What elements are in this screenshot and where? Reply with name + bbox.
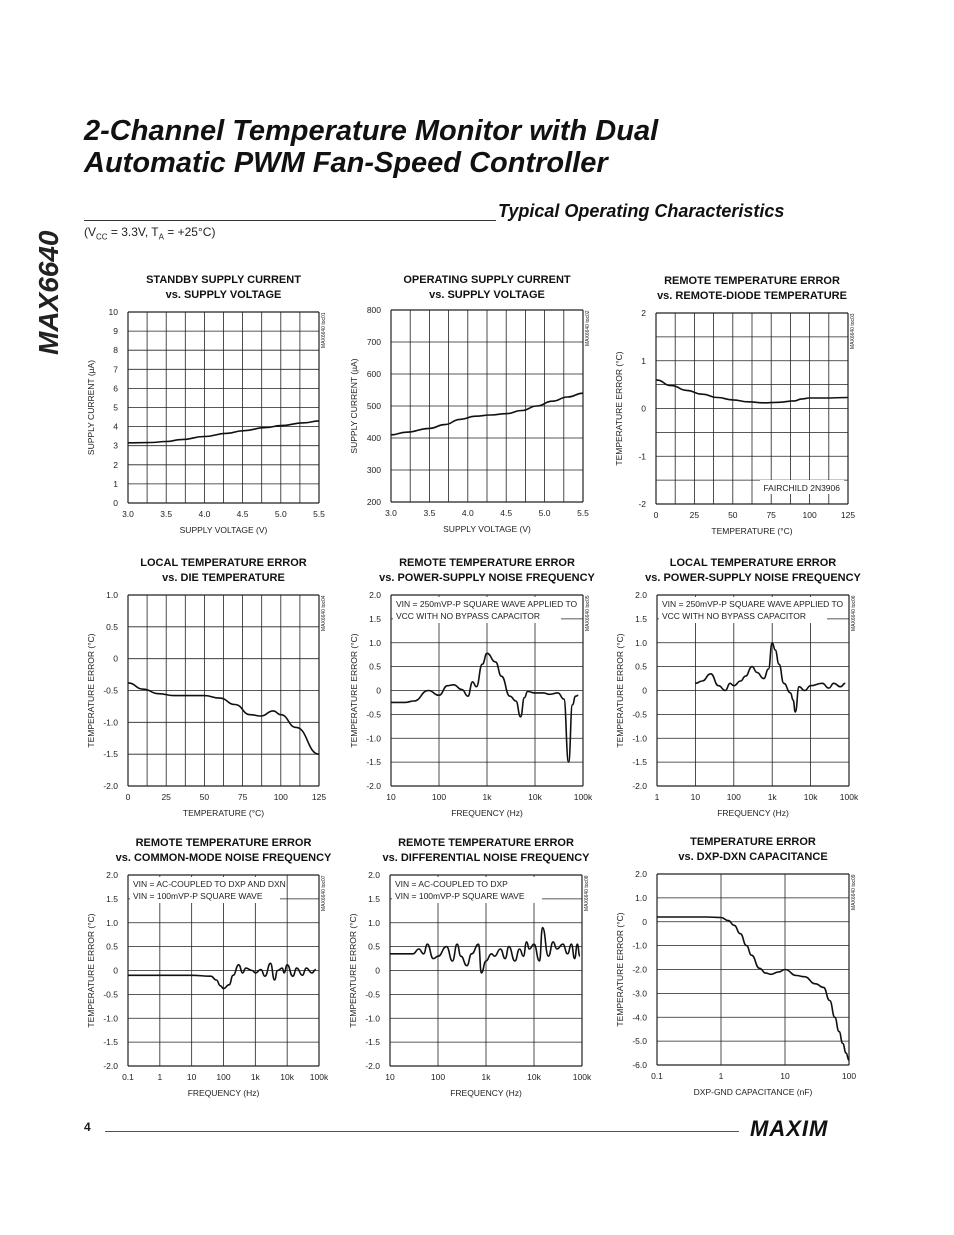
y-tick-label: 2.0 — [635, 590, 647, 600]
y-tick-label: 600 — [366, 369, 381, 379]
y-axis-label: TEMPERATURE ERROR (°C) — [349, 633, 359, 748]
y-axis-label: TEMPERATURE ERROR (°C) — [86, 633, 96, 748]
y-tick-label: -1.0 — [103, 1013, 118, 1024]
y-tick-label: 2 — [641, 308, 646, 318]
y-tick-label: 0 — [642, 916, 647, 927]
figure-code: MAX6640 toc01 — [321, 312, 327, 348]
x-axis-label: FREQUENCY (Hz) — [187, 1088, 260, 1098]
y-tick-label: -1 — [638, 451, 646, 462]
chart-1 — [86, 307, 327, 535]
y-tick-label: 0 — [113, 498, 118, 508]
y-tick-label: -1.5 — [103, 1037, 118, 1048]
data-series-line — [391, 653, 578, 762]
x-tick-label: 125 — [840, 510, 856, 520]
y-tick-label: -2.0 — [365, 1061, 380, 1071]
y-axis-label: SUPPLY CURRENT (µA) — [349, 358, 359, 454]
chart-5 — [349, 590, 593, 818]
y-tick-label: 9 — [113, 326, 118, 337]
y-tick-label: 5 — [113, 402, 118, 413]
x-tick-label: 5.0 — [538, 508, 551, 518]
data-series-line — [657, 917, 849, 1060]
y-axis-label: TEMPERATURE ERROR (°C) — [348, 913, 358, 1028]
figure-code: MAX6640 toc05 — [585, 595, 591, 631]
x-tick-label: 5.5 — [313, 509, 325, 519]
x-tick-label: 10 — [386, 792, 396, 802]
annotation-line: VIN = AC-COUPLED TO DXP — [395, 879, 508, 889]
y-tick-label: 8 — [113, 345, 118, 356]
x-tick-label: 50 — [199, 792, 210, 802]
y-tick-label: -0.5 — [103, 685, 118, 696]
x-tick-label: 100 — [273, 792, 288, 802]
section-title: Typical Operating Characteristics — [498, 201, 785, 221]
y-tick-label: 2 — [113, 459, 118, 470]
x-axis-label: SUPPLY VOLTAGE (V) — [179, 525, 268, 535]
x-tick-label: 3.5 — [160, 509, 173, 519]
y-tick-label: 1.0 — [106, 917, 118, 928]
x-tick-label: 100 — [216, 1072, 231, 1082]
x-tick-label: 100 — [431, 792, 447, 802]
chart-title-line-2: vs. DXP-DXN CAPACITANCE — [678, 851, 828, 863]
figure-code: MAX6640 toc08 — [584, 875, 590, 911]
y-tick-label: -1.0 — [632, 733, 647, 744]
data-series-line — [128, 963, 316, 988]
x-tick-label: 1k — [250, 1072, 260, 1082]
x-tick-label: 10k — [280, 1072, 295, 1082]
chart-title-line-2: vs. DIFFERENTIAL NOISE FREQUENCY — [382, 852, 590, 864]
annotation-line: VIN = 100mVP-P SQUARE WAVE — [133, 891, 263, 901]
y-tick-label: 1.0 — [106, 590, 118, 600]
figure-code: MAX6640 toc04 — [321, 595, 327, 631]
chart-title-line-2: vs. SUPPLY VOLTAGE — [429, 289, 545, 301]
x-tick-label: 10 — [780, 1071, 790, 1081]
figure-code: MAX6640 toc09 — [851, 874, 857, 910]
y-tick-label: 4 — [113, 421, 118, 432]
cond-mid: = 3.3V, T — [107, 225, 159, 239]
y-tick-label: -0.5 — [366, 709, 381, 720]
y-tick-label: 2.0 — [369, 590, 381, 600]
chart-7 — [86, 870, 329, 1098]
x-tick-label: 5.0 — [274, 509, 287, 519]
y-tick-label: 0 — [376, 685, 381, 696]
y-tick-label: 1 — [113, 478, 118, 489]
x-tick-label: 5.5 — [577, 508, 589, 518]
y-tick-label: 1 — [641, 355, 646, 366]
x-tick-label: 125 — [311, 792, 327, 802]
x-tick-label: 100 — [841, 1071, 857, 1081]
chart-title-line-1: REMOTE TEMPERATURE ERROR — [664, 275, 840, 287]
y-tick-label: -0.5 — [365, 989, 380, 1000]
page-title-line1: 2-Channel Temperature Monitor with Dual — [84, 115, 659, 147]
chart-title-line-1: TEMPERATURE ERROR — [690, 836, 816, 848]
y-tick-label: 800 — [366, 305, 381, 315]
page-number: 4 — [84, 1120, 91, 1134]
cond-sub-a: A — [158, 232, 164, 242]
y-axis-label: TEMPERATURE ERROR (°C) — [86, 913, 96, 1028]
y-axis-label: TEMPERATURE ERROR (°C) — [614, 351, 624, 466]
data-series-line — [695, 643, 845, 712]
annotation-line: VIN = 250mVP-P SQUARE WAVE APPLIED TO — [662, 599, 844, 609]
y-tick-label: 0 — [642, 685, 647, 696]
chart-3 — [614, 308, 856, 536]
cond-post: = +25°C) — [163, 225, 216, 239]
chart-2 — [349, 305, 591, 534]
chart-9 — [615, 869, 857, 1097]
y-tick-label: -1.5 — [632, 757, 647, 768]
y-tick-label: 0 — [641, 403, 646, 414]
chart-title-line-1: LOCAL TEMPERATURE ERROR — [140, 557, 307, 569]
cond-pre: (V — [84, 225, 96, 239]
annotation-line: VCC WITH NO BYPASS CAPACITOR — [662, 611, 807, 621]
x-tick-label: 3.0 — [385, 508, 397, 518]
y-tick-label: 1.5 — [635, 613, 647, 624]
x-axis-label: FREQUENCY (Hz) — [717, 808, 789, 818]
y-tick-label: 0.5 — [369, 661, 381, 672]
y-tick-label: -1.0 — [103, 717, 118, 728]
chart-title-line-1: STANDBY SUPPLY CURRENT — [146, 274, 301, 286]
chart-title-line-2: vs. POWER-SUPPLY NOISE FREQUENCY — [645, 572, 861, 584]
y-tick-label: 1.0 — [635, 892, 647, 903]
x-tick-label: 1 — [654, 792, 660, 802]
data-series-line — [390, 928, 580, 973]
x-tick-label: 100 — [802, 510, 817, 520]
x-tick-label: 0 — [653, 510, 659, 520]
y-tick-label: 1.5 — [368, 893, 380, 904]
y-tick-label: 2.0 — [635, 869, 647, 879]
y-axis-label: TEMPERATURE ERROR (°C) — [615, 633, 625, 748]
y-tick-label: 7 — [113, 364, 118, 375]
chart-title-line-2: vs. COMMON-MODE NOISE FREQUENCY — [115, 852, 332, 864]
y-tick-label: -2.0 — [632, 781, 647, 791]
y-tick-label: 500 — [366, 401, 381, 411]
annotation-line: VIN = 250mVP-P SQUARE WAVE APPLIED TO — [396, 599, 578, 609]
y-tick-label: -3.0 — [632, 988, 647, 999]
x-tick-label: 100 — [726, 792, 741, 802]
y-tick-label: -2.0 — [632, 964, 647, 975]
chart-title-line-1: LOCAL TEMPERATURE ERROR — [669, 557, 837, 569]
x-tick-label: 1k — [481, 1072, 491, 1082]
side-part-number-text: MAX6640 — [33, 230, 64, 355]
x-tick-label: 10k — [803, 792, 818, 802]
chart-title-line-2: vs. SUPPLY VOLTAGE — [165, 289, 282, 301]
x-tick-label: 100k — [839, 792, 859, 802]
x-tick-label: 25 — [161, 792, 171, 802]
y-tick-label: -1.0 — [366, 733, 381, 744]
x-axis-label: FREQUENCY (Hz) — [450, 1088, 522, 1098]
x-tick-label: 10 — [186, 1072, 197, 1082]
x-axis-label: FREQUENCY (Hz) — [451, 808, 523, 818]
x-tick-label: 100 — [430, 1072, 446, 1082]
annotation-line: VCC WITH NO BYPASS CAPACITOR — [396, 611, 541, 621]
y-tick-label: 2.0 — [106, 870, 118, 880]
page-title-line2: Automatic PWM Fan-Speed Controller — [84, 147, 608, 179]
x-tick-label: 10 — [385, 1072, 395, 1082]
x-tick-label: 0.1 — [122, 1072, 134, 1082]
y-axis-label: SUPPLY CURRENT (µA) — [86, 359, 96, 456]
figure-code: MAX6640 toc06 — [851, 595, 857, 631]
y-tick-label: -1.5 — [366, 757, 381, 768]
x-tick-label: 75 — [766, 510, 776, 520]
x-tick-label: 1 — [157, 1072, 163, 1082]
y-tick-label: -5.0 — [632, 1036, 647, 1047]
chart-title-line-2: vs. POWER-SUPPLY NOISE FREQUENCY — [379, 572, 595, 584]
footer-rule — [105, 1131, 739, 1132]
x-tick-label: 10k — [527, 1072, 541, 1082]
x-tick-label: 0.1 — [651, 1071, 663, 1081]
y-tick-label: 0 — [113, 653, 118, 664]
y-tick-label: 0.5 — [635, 661, 647, 672]
x-axis-label: TEMPERATURE (°C) — [182, 808, 265, 818]
figure-code: MAX6640 toc07 — [321, 875, 327, 911]
x-tick-label: 1 — [718, 1071, 724, 1081]
y-tick-label: -2.0 — [366, 781, 381, 791]
x-tick-label: 10 — [690, 792, 701, 802]
cond-sub-cc: CC — [96, 232, 108, 242]
maxim-logo: MAXIM — [750, 1116, 829, 1141]
y-tick-label: -2.0 — [103, 1061, 118, 1071]
x-axis-label: SUPPLY VOLTAGE (V) — [443, 524, 531, 534]
y-tick-label: -2 — [638, 499, 646, 509]
x-tick-label: 1k — [767, 792, 777, 802]
y-tick-label: 1.0 — [635, 637, 647, 648]
y-tick-label: 300 — [366, 465, 381, 475]
x-tick-label: 100k — [572, 1072, 592, 1082]
chart-title-line-2: vs. REMOTE-DIODE TEMPERATURE — [657, 290, 847, 302]
y-tick-label: 200 — [366, 497, 381, 507]
y-tick-label: 0.5 — [106, 941, 118, 952]
chart-title-line-1: REMOTE TEMPERATURE ERROR — [398, 837, 574, 849]
y-tick-label: 3 — [113, 440, 118, 451]
y-tick-label: -1.5 — [365, 1037, 380, 1048]
y-tick-label: -2.0 — [103, 781, 118, 791]
x-tick-label: 75 — [237, 792, 248, 802]
y-tick-label: 1.0 — [368, 917, 380, 928]
chart-title-line-1: REMOTE TEMPERATURE ERROR — [135, 837, 312, 849]
x-tick-label: 3.5 — [423, 508, 436, 518]
chart-title-line-1: OPERATING SUPPLY CURRENT — [403, 274, 571, 286]
figure-code: MAX6640 toc03 — [850, 313, 856, 349]
y-tick-label: 2.0 — [368, 870, 380, 880]
y-tick-label: -1.0 — [632, 940, 647, 951]
y-tick-label: -0.5 — [632, 709, 647, 720]
y-tick-label: 1.5 — [369, 613, 381, 624]
x-tick-label: 25 — [689, 510, 700, 520]
y-tick-label: -6.0 — [632, 1060, 647, 1070]
x-tick-label: 100k — [573, 792, 593, 802]
x-tick-label: 1k — [482, 792, 492, 802]
y-tick-label: 400 — [366, 433, 381, 443]
x-tick-label: 4.5 — [500, 508, 513, 518]
x-tick-label: 10k — [528, 792, 542, 802]
annotation: FAIRCHILD 2N3906 — [763, 483, 840, 493]
y-tick-label: 1.5 — [106, 893, 118, 904]
annotation-line: VIN = 100mVP-P SQUARE WAVE — [395, 891, 525, 901]
x-tick-label: 100k — [309, 1072, 329, 1082]
figure-code: MAX6640 toc02 — [585, 310, 591, 346]
x-tick-label: 4.0 — [198, 509, 211, 519]
chart-4 — [86, 590, 327, 818]
y-tick-label: 0.5 — [106, 621, 118, 632]
y-tick-label: 0.5 — [368, 941, 380, 952]
y-tick-label: 1.0 — [369, 637, 381, 648]
y-tick-label: 0 — [375, 965, 380, 976]
x-tick-label: 3.0 — [122, 509, 134, 519]
annotation-line: VIN = AC-COUPLED TO DXP AND DXN — [133, 879, 286, 889]
y-tick-label: -4.0 — [632, 1012, 647, 1023]
x-tick-label: 4.5 — [236, 509, 249, 519]
x-axis-label: DXP-GND CAPACITANCE (nF) — [693, 1087, 813, 1097]
chart-6 — [615, 590, 859, 818]
x-axis-label: TEMPERATURE (°C) — [711, 526, 793, 536]
chart-title-line-1: REMOTE TEMPERATURE ERROR — [399, 557, 575, 569]
x-tick-label: 4.0 — [461, 508, 474, 518]
chart-8 — [348, 870, 592, 1098]
chart-title-line-2: vs. DIE TEMPERATURE — [162, 572, 285, 584]
y-tick-label: 700 — [366, 337, 381, 347]
x-tick-label: 50 — [728, 510, 738, 520]
y-tick-label: 0 — [113, 965, 118, 976]
y-tick-label: -1.0 — [365, 1013, 380, 1024]
y-tick-label: -1.5 — [103, 749, 118, 760]
y-tick-label: 10 — [108, 307, 118, 317]
x-tick-label: 0 — [125, 792, 131, 802]
y-tick-label: 6 — [113, 383, 118, 394]
y-tick-label: -0.5 — [103, 989, 118, 1000]
y-axis-label: TEMPERATURE ERROR (°C) — [615, 912, 625, 1027]
